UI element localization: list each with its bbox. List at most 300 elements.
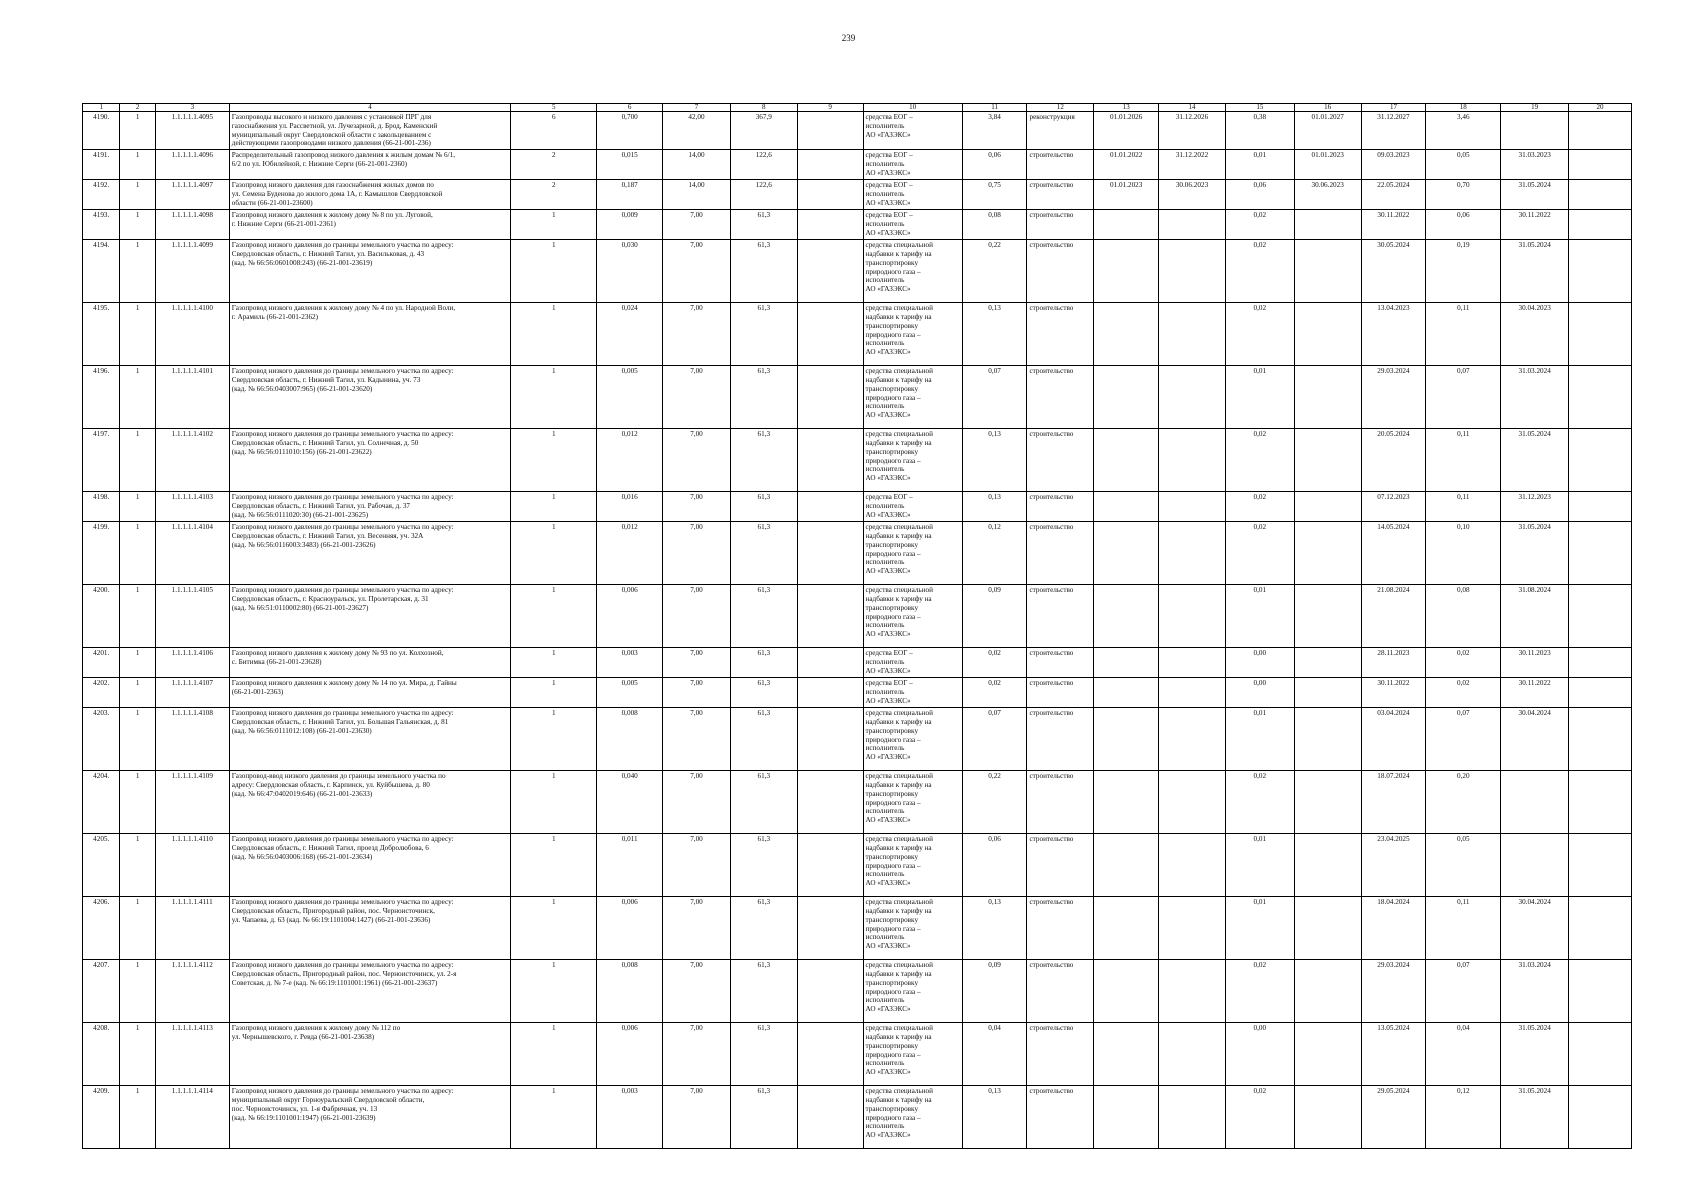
col-20-cell <box>1569 1023 1632 1086</box>
page-number: 239 <box>841 33 856 43</box>
item-code-cell: 1.1.1.1.1.4099 <box>155 240 229 303</box>
col-16-cell <box>1294 897 1361 960</box>
col-20-cell <box>1569 150 1632 180</box>
col-20-cell <box>1569 210 1632 240</box>
end-date-cell <box>1159 210 1226 240</box>
start-date-cell <box>1094 708 1159 771</box>
col-18-cell: 3,46 <box>1426 112 1501 150</box>
work-type-cell: строительство <box>1027 834 1094 897</box>
col-15-cell: 0,01 <box>1225 834 1294 897</box>
funding-source-cell: средства специальной надбавки к тарифу на транспортировку природного газа – исполнитель АО «ГАЗЭКС» <box>863 366 962 429</box>
col-17-cell: 22.05.2024 <box>1361 180 1426 210</box>
col-9-cell <box>797 897 863 960</box>
row-number-cell: 4190. <box>83 112 120 150</box>
col-7-cell: 7,00 <box>663 210 731 240</box>
start-date-cell: 01.01.2023 <box>1094 180 1159 210</box>
start-date-cell <box>1094 366 1159 429</box>
funding-source-cell: средства специальной надбавки к тарифу на транспортировку природного газа – исполнитель АО «ГАЗЭКС» <box>863 771 962 834</box>
funding-source-cell: средства специальной надбавки к тарифу на транспортировку природного газа – исполнитель АО «ГАЗЭКС» <box>863 585 962 648</box>
col-17-cell: 18.07.2024 <box>1361 771 1426 834</box>
col-8-cell: 61,3 <box>730 834 797 897</box>
end-date-cell <box>1159 1086 1226 1149</box>
col-8-cell: 367,9 <box>730 112 797 150</box>
col-18-cell: 0,02 <box>1426 678 1501 708</box>
col-17-cell: 30.11.2022 <box>1361 678 1426 708</box>
item-code-cell: 1.1.1.1.1.4109 <box>155 771 229 834</box>
item-code-cell: 1.1.1.1.1.4114 <box>155 1086 229 1149</box>
col-7-cell: 7,00 <box>663 1023 731 1086</box>
col-6-cell: 0,024 <box>597 303 663 366</box>
object-description-cell: Газопровод низкого давления к жилому дому № 14 по ул. Мира, д. Гайны (66-21-001-2363) <box>229 678 510 708</box>
start-date-cell: 01.01.2026 <box>1094 112 1159 150</box>
col-18-cell: 0,12 <box>1426 1086 1501 1149</box>
row-number-cell: 4203. <box>83 708 120 771</box>
end-date-cell <box>1159 522 1226 585</box>
start-date-cell <box>1094 585 1159 648</box>
col-9-cell <box>797 585 863 648</box>
object-description-cell: Газопровод низкого давления до границы земельного участка по адресу: Свердловская область, г. Нижний Тагил, ул. Васильковая, д. 43 (кад. № 66:56:0601008:243) (66-21-001-23619) <box>229 240 510 303</box>
col-2-cell: 1 <box>120 210 155 240</box>
col-8-cell: 61,3 <box>730 1086 797 1149</box>
funding-source-cell: средства специальной надбавки к тарифу на транспортировку природного газа – исполнитель АО «ГАЗЭКС» <box>863 1023 962 1086</box>
col-20-cell <box>1569 1086 1632 1149</box>
col-11-cell: 0,06 <box>962 150 1027 180</box>
table-row <box>83 897 1632 960</box>
col-9-cell <box>797 492 863 522</box>
work-type-cell: строительство <box>1027 1086 1094 1149</box>
col-15-cell: 0,02 <box>1225 522 1294 585</box>
end-date-cell <box>1159 1023 1226 1086</box>
col-17-cell: 23.04.2025 <box>1361 834 1426 897</box>
column-number-cell: 20 <box>1569 104 1632 112</box>
start-date-cell <box>1094 492 1159 522</box>
start-date-cell <box>1094 210 1159 240</box>
col-18-cell: 0,07 <box>1426 708 1501 771</box>
col-9-cell <box>797 366 863 429</box>
col-2-cell: 1 <box>120 522 155 585</box>
end-date-cell <box>1159 648 1226 678</box>
col-7-cell: 7,00 <box>663 834 731 897</box>
col-9-cell <box>797 960 863 1023</box>
col-8-cell: 61,3 <box>730 678 797 708</box>
funding-source-cell: средства специальной надбавки к тарифу на транспортировку природного газа – исполнитель АО «ГАЗЭКС» <box>863 960 962 1023</box>
column-number-cell: 9 <box>797 104 863 112</box>
col-11-cell: 3,84 <box>962 112 1027 150</box>
work-type-cell: строительство <box>1027 897 1094 960</box>
col-15-cell: 0,38 <box>1225 112 1294 150</box>
col-19-cell: 30.11.2023 <box>1501 648 1569 678</box>
col-11-cell: 0,02 <box>962 678 1027 708</box>
col-17-cell: 30.11.2022 <box>1361 210 1426 240</box>
column-number-cell: 12 <box>1027 104 1094 112</box>
object-description-cell: Газопровод низкого давления до границы земельного участка по адресу: Свердловская область, г. Нижний Тагил, ул. Весенняя, уч. 32А (кад. № 66:56:0116003:3483) (66-21-001-23626) <box>229 522 510 585</box>
col-20-cell <box>1569 771 1632 834</box>
col-11-cell: 0,13 <box>962 303 1027 366</box>
col-6-cell: 0,187 <box>597 180 663 210</box>
end-date-cell <box>1159 303 1226 366</box>
item-code-cell: 1.1.1.1.1.4104 <box>155 522 229 585</box>
col-5-cell: 1 <box>511 585 597 648</box>
work-type-cell: строительство <box>1027 960 1094 1023</box>
col-7-cell: 7,00 <box>663 678 731 708</box>
investment-program-table <box>82 103 1632 1149</box>
row-number-cell: 4197. <box>83 429 120 492</box>
col-15-cell: 0,01 <box>1225 366 1294 429</box>
object-description-cell: Газопровод низкого давления к жилому дому № 8 по ул. Луговой, г. Нижние Серги (66-21-001-2361) <box>229 210 510 240</box>
column-number-row <box>83 104 1632 112</box>
funding-source-cell: средства ЕОГ – исполнитель АО «ГАЗЭКС» <box>863 180 962 210</box>
col-20-cell <box>1569 960 1632 1023</box>
col-15-cell: 0,02 <box>1225 1086 1294 1149</box>
col-11-cell: 0,09 <box>962 585 1027 648</box>
object-description-cell: Газопровод низкого давления до границы земельного участка по адресу: Свердловская область, г. Нижний Тагил, ул. Кадынина, уч. 73 (кад. № 66:56:0403007:965) (66-21-001-23620) <box>229 366 510 429</box>
col-8-cell: 61,3 <box>730 210 797 240</box>
item-code-cell: 1.1.1.1.1.4102 <box>155 429 229 492</box>
end-date-cell <box>1159 240 1226 303</box>
col-6-cell: 0,012 <box>597 429 663 492</box>
col-11-cell: 0,13 <box>962 429 1027 492</box>
col-5-cell: 6 <box>511 112 597 150</box>
col-19-cell <box>1501 112 1569 150</box>
col-18-cell: 0,02 <box>1426 648 1501 678</box>
col-6-cell: 0,006 <box>597 585 663 648</box>
col-18-cell: 0,08 <box>1426 585 1501 648</box>
row-number-cell: 4199. <box>83 522 120 585</box>
col-5-cell: 1 <box>511 771 597 834</box>
col-8-cell: 61,3 <box>730 429 797 492</box>
table-row <box>83 708 1632 771</box>
col-11-cell: 0,22 <box>962 771 1027 834</box>
col-16-cell <box>1294 1086 1361 1149</box>
col-2-cell: 1 <box>120 585 155 648</box>
col-2-cell: 1 <box>120 834 155 897</box>
object-description-cell: Газопровод низкого давления до границы земельного участка по адресу: Свердловская область, г. Нижний Тагил, ул. Солнечная, д. 50 (кад. № 66:56:0111010:156) (66-21-001-23622) <box>229 429 510 492</box>
item-code-cell: 1.1.1.1.1.4105 <box>155 585 229 648</box>
col-9-cell <box>797 1023 863 1086</box>
item-code-cell: 1.1.1.1.1.4100 <box>155 303 229 366</box>
col-9-cell <box>797 429 863 492</box>
col-15-cell: 0,01 <box>1225 708 1294 771</box>
item-code-cell: 1.1.1.1.1.4097 <box>155 180 229 210</box>
end-date-cell <box>1159 429 1226 492</box>
col-17-cell: 21.08.2024 <box>1361 585 1426 648</box>
col-20-cell <box>1569 708 1632 771</box>
col-18-cell: 0,20 <box>1426 771 1501 834</box>
col-18-cell: 0,19 <box>1426 240 1501 303</box>
col-19-cell <box>1501 771 1569 834</box>
row-number-cell: 4195. <box>83 303 120 366</box>
col-15-cell: 0,00 <box>1225 678 1294 708</box>
col-6-cell: 0,700 <box>597 112 663 150</box>
col-11-cell: 0,07 <box>962 708 1027 771</box>
funding-source-cell: средства специальной надбавки к тарифу на транспортировку природного газа – исполнитель АО «ГАЗЭКС» <box>863 834 962 897</box>
start-date-cell <box>1094 648 1159 678</box>
col-16-cell <box>1294 834 1361 897</box>
col-2-cell: 1 <box>120 960 155 1023</box>
col-9-cell <box>797 648 863 678</box>
col-11-cell: 0,02 <box>962 648 1027 678</box>
row-number-cell: 4196. <box>83 366 120 429</box>
start-date-cell <box>1094 303 1159 366</box>
col-20-cell <box>1569 303 1632 366</box>
row-number-cell: 4201. <box>83 648 120 678</box>
col-15-cell: 0,00 <box>1225 1023 1294 1086</box>
column-number-cell: 19 <box>1501 104 1569 112</box>
funding-source-cell: средства ЕОГ – исполнитель АО «ГАЗЭКС» <box>863 678 962 708</box>
col-15-cell: 0,02 <box>1225 492 1294 522</box>
object-description-cell: Газопровод низкого давления до границы земельного участка по адресу: Свердловская область, Пригородный район, пос. Черноисточинск, ул. 2-я Советская, д. № 7-е (кад. № 66:19:1101001:1961) (66-21-001-23637) <box>229 960 510 1023</box>
col-16-cell <box>1294 303 1361 366</box>
col-18-cell: 0,70 <box>1426 180 1501 210</box>
col-19-cell: 31.03.2023 <box>1501 150 1569 180</box>
column-number-cell: 10 <box>863 104 962 112</box>
col-20-cell <box>1569 112 1632 150</box>
col-19-cell: 30.04.2023 <box>1501 303 1569 366</box>
col-7-cell: 7,00 <box>663 648 731 678</box>
start-date-cell <box>1094 240 1159 303</box>
col-6-cell: 0,006 <box>597 897 663 960</box>
col-5-cell: 1 <box>511 303 597 366</box>
work-type-cell: строительство <box>1027 585 1094 648</box>
col-5-cell: 1 <box>511 648 597 678</box>
object-description-cell: Газопровод низкого давления до границы земельного участка по адресу: Свердловская область, Пригородный район, пос. Черноисточинск, ул. Чапаева, д. 63 (кад. № 66:19:1101004:1427) (66-21-001-23636) <box>229 897 510 960</box>
table-row <box>83 180 1632 210</box>
col-19-cell: 31.05.2024 <box>1501 240 1569 303</box>
item-code-cell: 1.1.1.1.1.4112 <box>155 960 229 1023</box>
col-11-cell: 0,13 <box>962 1086 1027 1149</box>
end-date-cell <box>1159 771 1226 834</box>
object-description-cell: Газопроводы высокого и низкого давления с установкой ПРГ для газоснабжения ул. Рассветной, ул. Лучезарной, д. Брод, Каменский муниципальный округ Свердловской области с закольцеванием с действующими газопроводами низкого давления (66-21-001-236) <box>229 112 510 150</box>
table-row <box>83 648 1632 678</box>
col-2-cell: 1 <box>120 150 155 180</box>
col-8-cell: 61,3 <box>730 1023 797 1086</box>
col-17-cell: 29.03.2024 <box>1361 960 1426 1023</box>
col-16-cell <box>1294 708 1361 771</box>
work-type-cell: строительство <box>1027 150 1094 180</box>
col-7-cell: 7,00 <box>663 1086 731 1149</box>
item-code-cell: 1.1.1.1.1.4103 <box>155 492 229 522</box>
col-15-cell: 0,02 <box>1225 240 1294 303</box>
work-type-cell: строительство <box>1027 429 1094 492</box>
col-8-cell: 122,6 <box>730 150 797 180</box>
column-number-cell: 2 <box>120 104 155 112</box>
col-17-cell: 07.12.2023 <box>1361 492 1426 522</box>
row-number-cell: 4200. <box>83 585 120 648</box>
work-type-cell: строительство <box>1027 708 1094 771</box>
start-date-cell <box>1094 771 1159 834</box>
col-18-cell: 0,05 <box>1426 150 1501 180</box>
object-description-cell: Газопровод низкого давления до границы земельного участка по адресу: муниципальный округ Горноуральский Свердловской области, пос. Черноисточинск, ул. 1-я Фабричная, уч. 13 (кад. № 66:19:1101001:1947) (66-21-001-23639) <box>229 1086 510 1149</box>
work-type-cell: строительство <box>1027 1023 1094 1086</box>
col-6-cell: 0,008 <box>597 708 663 771</box>
item-code-cell: 1.1.1.1.1.4108 <box>155 708 229 771</box>
col-7-cell: 7,00 <box>663 303 731 366</box>
col-9-cell <box>797 834 863 897</box>
col-18-cell: 0,11 <box>1426 492 1501 522</box>
col-15-cell: 0,01 <box>1225 150 1294 180</box>
table-row <box>83 492 1632 522</box>
object-description-cell: Газопровод низкого давления к жилому дому № 93 по ул. Колхозной, с. Битимка (66-21-001-23628) <box>229 648 510 678</box>
row-number-cell: 4204. <box>83 771 120 834</box>
col-2-cell: 1 <box>120 1023 155 1086</box>
funding-source-cell: средства ЕОГ – исполнитель АО «ГАЗЭКС» <box>863 150 962 180</box>
col-9-cell <box>797 180 863 210</box>
col-16-cell <box>1294 240 1361 303</box>
col-18-cell: 0,10 <box>1426 522 1501 585</box>
col-9-cell <box>797 678 863 708</box>
col-16-cell <box>1294 678 1361 708</box>
col-11-cell: 0,07 <box>962 366 1027 429</box>
col-18-cell: 0,06 <box>1426 210 1501 240</box>
col-6-cell: 0,040 <box>597 771 663 834</box>
col-8-cell: 61,3 <box>730 585 797 648</box>
col-8-cell: 61,3 <box>730 240 797 303</box>
table-row <box>83 678 1632 708</box>
col-20-cell <box>1569 522 1632 585</box>
row-number-cell: 4207. <box>83 960 120 1023</box>
col-5-cell: 1 <box>511 834 597 897</box>
object-description-cell: Газопровод низкого давления к жилому дому № 4 по ул. Народной Воли, г. Арамиль (66-21-001-2362) <box>229 303 510 366</box>
work-type-cell: строительство <box>1027 492 1094 522</box>
col-11-cell: 0,13 <box>962 492 1027 522</box>
object-description-cell: Газопровод низкого давления до границы земельного участка по адресу: Свердловская область, г. Красноуральск, ул. Пролетарская, д. 31 (кад. № 66:51:0110002:80) (66-21-001-23627) <box>229 585 510 648</box>
funding-source-cell: средства ЕОГ – исполнитель АО «ГАЗЭКС» <box>863 492 962 522</box>
item-code-cell: 1.1.1.1.1.4111 <box>155 897 229 960</box>
col-18-cell: 0,07 <box>1426 366 1501 429</box>
col-15-cell: 0,01 <box>1225 585 1294 648</box>
col-11-cell: 0,12 <box>962 522 1027 585</box>
col-15-cell: 0,06 <box>1225 180 1294 210</box>
col-19-cell: 31.05.2024 <box>1501 522 1569 585</box>
start-date-cell <box>1094 678 1159 708</box>
col-17-cell: 29.03.2024 <box>1361 366 1426 429</box>
column-number-cell: 1 <box>83 104 120 112</box>
end-date-cell <box>1159 897 1226 960</box>
col-19-cell: 31.05.2024 <box>1501 1023 1569 1086</box>
col-7-cell: 14,00 <box>663 180 731 210</box>
row-number-cell: 4194. <box>83 240 120 303</box>
col-18-cell: 0,07 <box>1426 960 1501 1023</box>
col-17-cell: 31.12.2027 <box>1361 112 1426 150</box>
col-15-cell: 0,02 <box>1225 771 1294 834</box>
end-date-cell <box>1159 678 1226 708</box>
col-7-cell: 7,00 <box>663 429 731 492</box>
col-18-cell: 0,11 <box>1426 303 1501 366</box>
col-19-cell: 31.03.2024 <box>1501 960 1569 1023</box>
col-15-cell: 0,02 <box>1225 303 1294 366</box>
end-date-cell: 31.12.2022 <box>1159 150 1226 180</box>
work-type-cell: реконструкция <box>1027 112 1094 150</box>
col-11-cell: 0,04 <box>962 1023 1027 1086</box>
col-16-cell: 30.06.2023 <box>1294 180 1361 210</box>
end-date-cell <box>1159 366 1226 429</box>
column-number-cell: 13 <box>1094 104 1159 112</box>
col-11-cell: 0,75 <box>962 180 1027 210</box>
table-row <box>83 834 1632 897</box>
table-row <box>83 1023 1632 1086</box>
col-17-cell: 30.05.2024 <box>1361 240 1426 303</box>
object-description-cell: Газопровод низкого давления для газоснабжения жилых домов по ул. Семена Буденова до жилого дома 1А, г. Камышлов Свердловской области (66-21-001-23600) <box>229 180 510 210</box>
end-date-cell <box>1159 834 1226 897</box>
col-7-cell: 42,00 <box>663 112 731 150</box>
col-6-cell: 0,009 <box>597 210 663 240</box>
work-type-cell: строительство <box>1027 648 1094 678</box>
col-16-cell <box>1294 648 1361 678</box>
item-code-cell: 1.1.1.1.1.4101 <box>155 366 229 429</box>
row-number-cell: 4202. <box>83 678 120 708</box>
object-description-cell: Газопровод низкого давления до границы земельного участка по адресу: Свердловская область, г. Нижний Тагил, проезд Добролюбова, 6 (кад. № 66:56:0403006:168) (66-21-001-23634) <box>229 834 510 897</box>
item-code-cell: 1.1.1.1.1.4106 <box>155 648 229 678</box>
col-2-cell: 1 <box>120 180 155 210</box>
col-17-cell: 29.05.2024 <box>1361 1086 1426 1149</box>
col-5-cell: 1 <box>511 708 597 771</box>
col-19-cell: 31.05.2024 <box>1501 429 1569 492</box>
start-date-cell <box>1094 897 1159 960</box>
col-20-cell <box>1569 585 1632 648</box>
col-5-cell: 2 <box>511 150 597 180</box>
col-19-cell: 30.11.2022 <box>1501 210 1569 240</box>
col-2-cell: 1 <box>120 112 155 150</box>
end-date-cell <box>1159 960 1226 1023</box>
object-description-cell: Газопровод низкого давления к жилому дому № 112 по ул. Чернышевского, г. Ревда (66-21-001-23638) <box>229 1023 510 1086</box>
col-8-cell: 61,3 <box>730 522 797 585</box>
col-6-cell: 0,016 <box>597 492 663 522</box>
col-20-cell <box>1569 366 1632 429</box>
col-17-cell: 13.04.2023 <box>1361 303 1426 366</box>
col-9-cell <box>797 522 863 585</box>
column-number-cell: 6 <box>597 104 663 112</box>
start-date-cell <box>1094 522 1159 585</box>
col-11-cell: 0,22 <box>962 240 1027 303</box>
col-6-cell: 0,030 <box>597 240 663 303</box>
row-number-cell: 4198. <box>83 492 120 522</box>
col-16-cell <box>1294 210 1361 240</box>
work-type-cell: строительство <box>1027 771 1094 834</box>
col-7-cell: 7,00 <box>663 897 731 960</box>
work-type-cell: строительство <box>1027 303 1094 366</box>
col-8-cell: 122,6 <box>730 180 797 210</box>
row-number-cell: 4208. <box>83 1023 120 1086</box>
start-date-cell <box>1094 1086 1159 1149</box>
table-row <box>83 522 1632 585</box>
col-8-cell: 61,3 <box>730 897 797 960</box>
column-number-cell: 3 <box>155 104 229 112</box>
col-15-cell: 0,01 <box>1225 897 1294 960</box>
col-6-cell: 0,006 <box>597 1023 663 1086</box>
col-20-cell <box>1569 429 1632 492</box>
col-6-cell: 0,005 <box>597 366 663 429</box>
table-row <box>83 1086 1632 1149</box>
table-row <box>83 771 1632 834</box>
start-date-cell <box>1094 960 1159 1023</box>
work-type-cell: строительство <box>1027 522 1094 585</box>
col-5-cell: 1 <box>511 1023 597 1086</box>
col-2-cell: 1 <box>120 771 155 834</box>
col-16-cell <box>1294 429 1361 492</box>
col-18-cell: 0,11 <box>1426 897 1501 960</box>
col-19-cell: 30.04.2024 <box>1501 897 1569 960</box>
row-number-cell: 4193. <box>83 210 120 240</box>
work-type-cell: строительство <box>1027 180 1094 210</box>
col-16-cell <box>1294 771 1361 834</box>
col-17-cell: 28.11.2023 <box>1361 648 1426 678</box>
row-number-cell: 4205. <box>83 834 120 897</box>
work-type-cell: строительство <box>1027 678 1094 708</box>
col-17-cell: 18.04.2024 <box>1361 897 1426 960</box>
col-8-cell: 61,3 <box>730 303 797 366</box>
col-5-cell: 1 <box>511 210 597 240</box>
col-20-cell <box>1569 648 1632 678</box>
